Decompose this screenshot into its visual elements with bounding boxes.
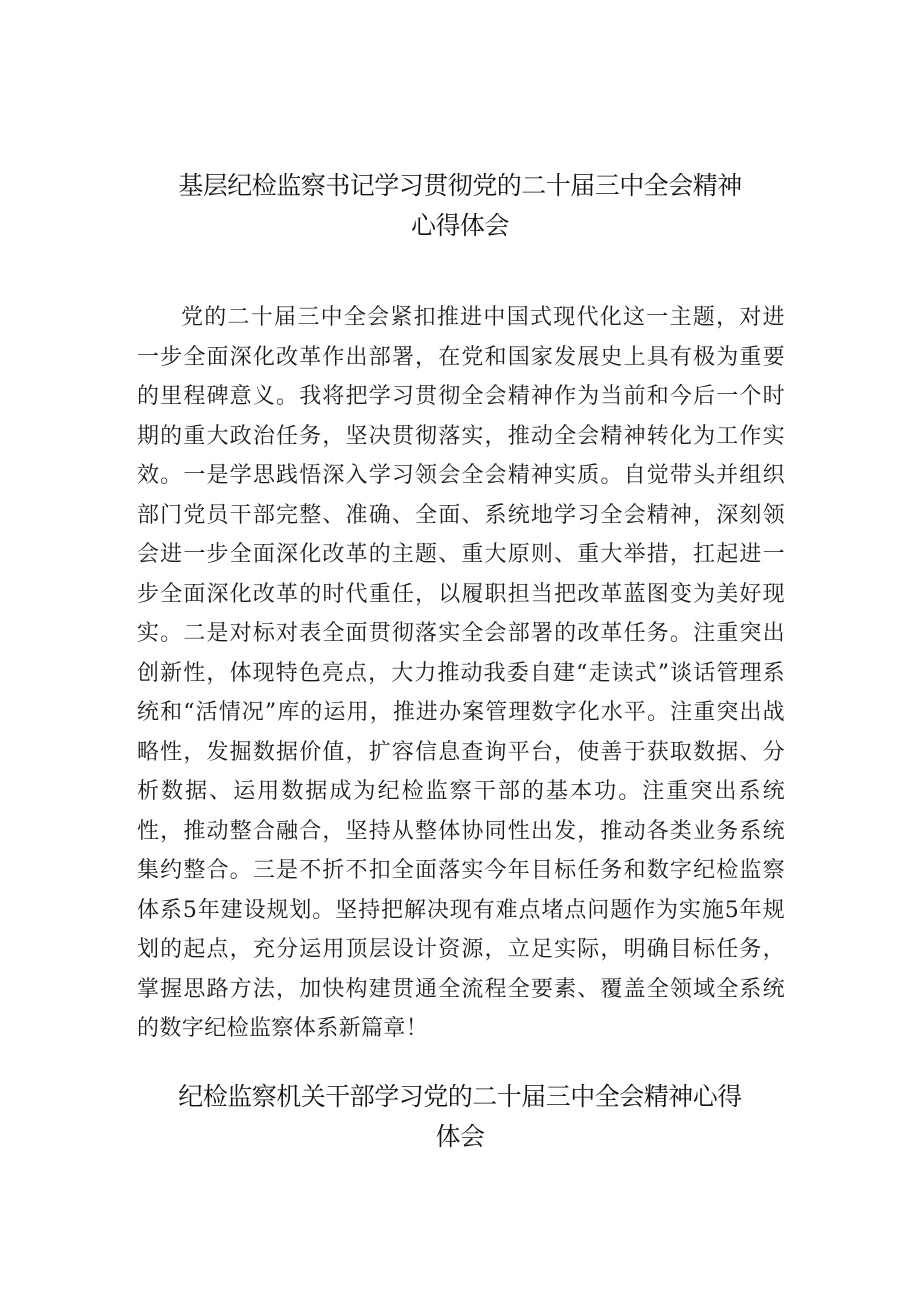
article-title-line-2: 心得体会 <box>410 211 509 240</box>
article-title-line-1: 基层纪检监察书记学习贯彻党的二十届三中全会精神 <box>178 171 742 200</box>
article-body-paragraph: 党的二十届三中全会紧扣推进中国式现代化这一主题，对进一步全面深化改革作出部署，在党和国家发展史上具有极为重要的里程碑意义。我将把学习贯彻全会精神作为当前和今后一个时期的重大政治任务，坚决贯彻落实，推动全会精神转化为工作实效。一是学思践悟深入学习领会全会精神实质。自觉带头并组织部门党员干部完整、准确、全面、系统地学习全会精神，深刻领会进一步全面深化改革的主题、重大原则、重大举措，扛起进一步全面深化改革的时代重任，以履职担当把改革蓝图变为美好现实。二是对标对表全面贯彻落实全会部署的改革任务。注重突出创新性，体现特色亮点，大力推动我委自建“走读式”谈话管理系统和“活情况”库的运用，推进办案管理数字化水平。注重突出战略性，发掘数据价值，扩容信息查询平台，使善于获取数据、分析数据、运用数据成为纪检监察干部的基本功。注重突出系统性，推动整合融合，坚持从整体协同性出发，推动各类业务系统集约整合。三是不折不扣全面落实今年目标任务和数字纪检监察体系5年建设规划。坚持把解决现有难点堵点问题作为实施5年规划的起点，充分运用顶层设计资源，立足实际，明确目标任务，掌握思路方法，加快构建贯通全流程全要素、覆盖全领域全系统的数字纪检监察体系新篇章！ <box>137 305 785 1041</box>
second-article-title-line-1: 纪检监察机关干部学习党的二十届三中全会精神心得 <box>178 1082 742 1111</box>
article-title <box>0 166 920 246</box>
second-article-title-line-2: 体会 <box>435 1122 485 1151</box>
second-article-title <box>0 1077 920 1157</box>
